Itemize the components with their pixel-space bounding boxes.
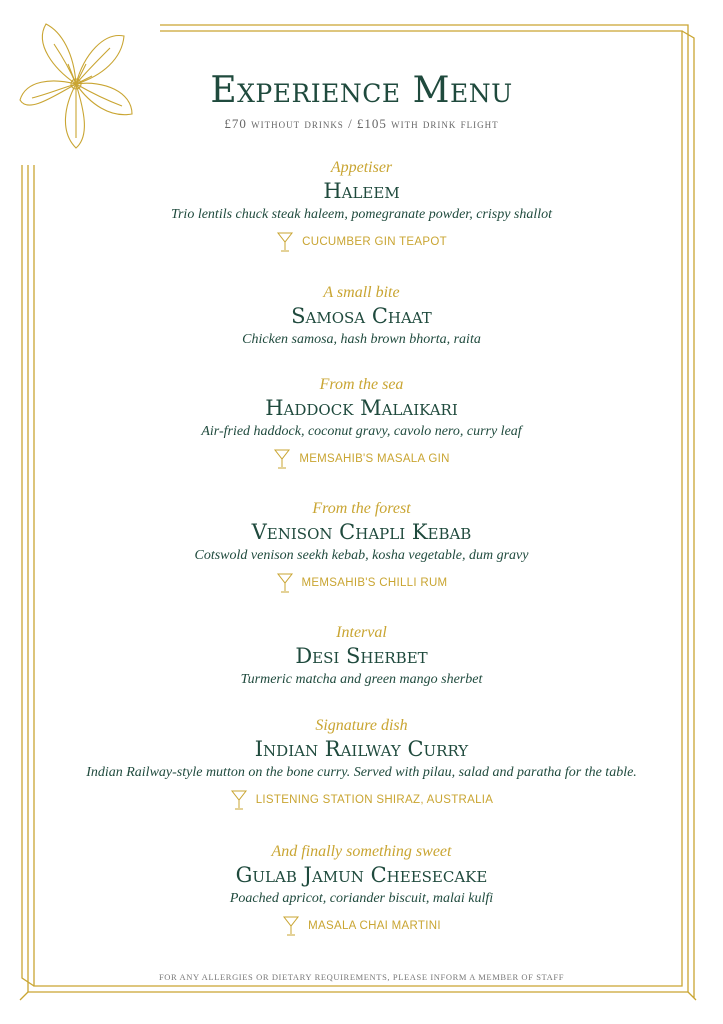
drink-name: CUCUMBER GIN TEAPOT xyxy=(302,236,447,248)
allergy-footer-note: FOR ANY ALLERGIES OR DIETARY REQUIREMENTS, PLEASE INFORM A MEMBER OF STAFF xyxy=(158,972,565,982)
dish-description: Turmeric matcha and green mango sherbet xyxy=(240,672,483,687)
drink-name: LISTENING STATION SHIRAZ, AUSTRALIA xyxy=(255,794,494,806)
drink-name: MASALA CHAI MARTINI xyxy=(308,920,441,932)
course-label: Signature dish xyxy=(315,717,408,734)
course-interval xyxy=(0,623,723,691)
course-label: And finally something sweet xyxy=(271,843,452,860)
course-label: Appetiser xyxy=(330,159,393,176)
cocktail-glass-icon xyxy=(276,571,294,595)
drink-pairing xyxy=(276,230,447,254)
course-from-the-sea xyxy=(0,375,723,475)
drink-pairing xyxy=(282,914,441,938)
cocktail-glass-icon xyxy=(230,788,248,812)
dish-name: Desi Sherbet xyxy=(295,644,428,668)
dish-name: Samosa Chaat xyxy=(291,304,432,328)
course-signature-dish xyxy=(0,716,723,816)
drink-pairing xyxy=(230,788,494,812)
dish-name: Haddock Malaikari xyxy=(265,396,458,420)
course-from-the-forest xyxy=(0,499,723,599)
dish-description: Poached apricot, coriander biscuit, malai kulfi xyxy=(229,891,494,906)
course-dessert xyxy=(0,842,723,942)
drink-pairing xyxy=(273,447,449,471)
drink-pairing xyxy=(276,571,448,595)
course-label: From the forest xyxy=(312,500,411,517)
dish-description: Air-fried haddock, coconut gravy, cavolo nero, curry leaf xyxy=(201,424,522,439)
drink-name: MEMSAHIB'S MASALA GIN xyxy=(299,453,450,465)
dish-name: Venison Chapli Kebab xyxy=(251,520,472,544)
course-label: Interval xyxy=(336,624,387,641)
dish-description: Cotswold venison seekh kebab, kosha vegetable, dum gravy xyxy=(194,548,529,563)
dish-description: Chicken samosa, hash brown bhorta, raita xyxy=(242,332,481,347)
course-appetiser xyxy=(0,158,723,258)
cocktail-glass-icon xyxy=(282,914,300,938)
menu-price-subtitle: £70 without drinks / £105 with drink flight xyxy=(224,116,499,131)
cocktail-glass-icon xyxy=(276,230,294,254)
course-label: A small bite xyxy=(323,284,400,301)
dish-name: Indian Railway Curry xyxy=(254,737,469,761)
course-small-bite xyxy=(0,283,723,351)
drink-name: MEMSAHIB'S CHILLI RUM xyxy=(301,577,448,589)
dish-description: Trio lentils chuck steak haleem, pomegranate powder, crispy shallot xyxy=(170,207,553,222)
course-label: From the sea xyxy=(319,376,404,393)
menu-title: Experience Menu xyxy=(210,70,513,111)
dish-description: Indian Railway-style mutton on the bone curry. Served with pilau, salad and paratha for the table. xyxy=(86,765,637,780)
cocktail-glass-icon xyxy=(273,447,291,471)
dish-name: Haleem xyxy=(323,179,400,203)
dish-name: Gulab Jamun Cheesecake xyxy=(235,863,488,887)
